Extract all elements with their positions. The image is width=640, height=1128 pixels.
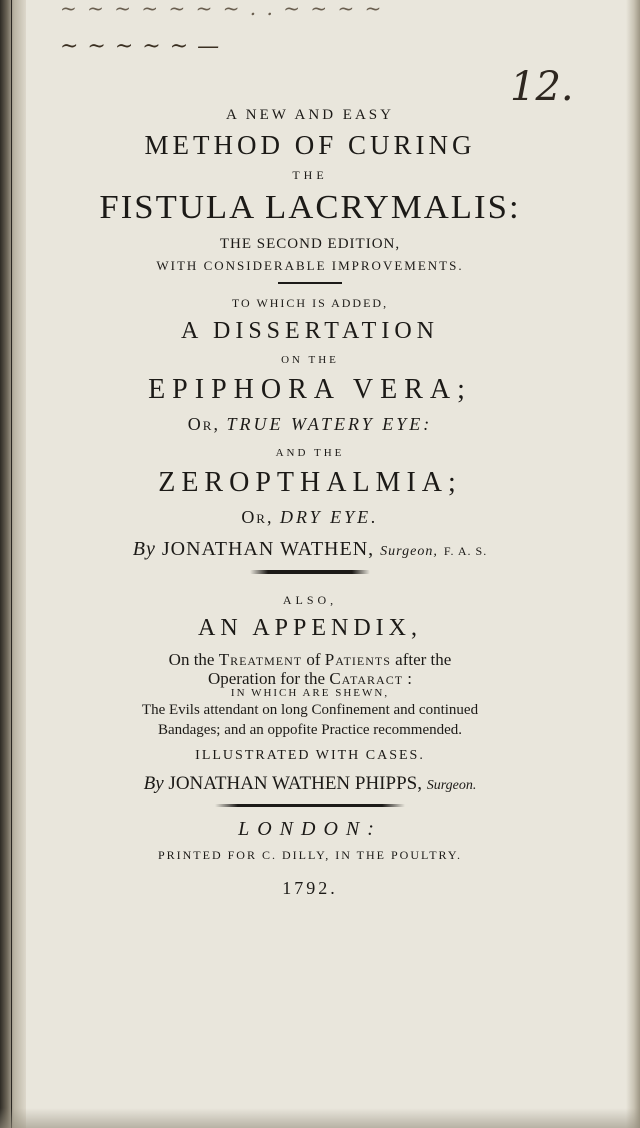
illustrated-line: ILLUSTRATED WITH CASES. xyxy=(195,748,425,763)
author-name: JONATHAN WATHEN PHIPPS, xyxy=(168,773,422,794)
author-name: JONATHAN WATHEN, xyxy=(161,538,375,560)
by-word: By xyxy=(143,773,164,794)
title-line-new-and-easy: A NEW AND EASY xyxy=(226,107,394,123)
thick-divider-rule xyxy=(250,570,370,574)
imprint-year: 1792. xyxy=(282,878,338,898)
on-the-line: ON THE xyxy=(281,354,339,366)
text-treatment: Treatment xyxy=(218,650,303,669)
page-right-edge xyxy=(626,0,640,1128)
text-operation-for: Operation for the xyxy=(207,669,326,688)
by-word: By xyxy=(132,538,156,560)
binding-fold-line xyxy=(11,0,12,1128)
author-role: Surgeon, xyxy=(380,544,438,559)
also-line: ALSO, xyxy=(282,593,338,607)
title-line-fistula: FISTULA LACRYMALIS: xyxy=(99,189,521,226)
author-fellowship: F. A. S. xyxy=(443,544,488,558)
text-cataract: Cataract xyxy=(329,669,404,688)
watery-eye-text: TRUE WATERY EYE: xyxy=(226,414,433,434)
or-word: Or, xyxy=(241,507,274,527)
imprint-city: LONDON: xyxy=(238,818,382,840)
text-on-the: On the xyxy=(168,650,215,669)
improvements-line: WITH CONSIDERABLE IMPROVEMENTS. xyxy=(156,258,464,273)
text-colon: : xyxy=(407,669,413,688)
text-of: of xyxy=(306,650,321,669)
handwritten-shelf-mark: 12. xyxy=(510,64,574,110)
dissertation-heading: A DISSERTATION xyxy=(181,318,439,344)
author-line-phipps xyxy=(100,774,520,793)
in-which-line: IN WHICH ARE SHEWN, xyxy=(230,687,390,699)
text-after-the: after the xyxy=(395,650,452,669)
dry-eye-line xyxy=(100,508,520,526)
to-which-added-line: TO WHICH IS ADDED, xyxy=(231,296,389,310)
title-line-the: THE xyxy=(292,168,328,182)
or-word: Or, xyxy=(187,414,220,434)
author-role: Surgeon. xyxy=(426,778,477,793)
handwritten-top-line: ~ ~ ~ ~ ~ ~ ~ . . ~ ~ ~ ~ xyxy=(60,0,384,20)
handwritten-left-note: ~ ~ ~ ~ ~ — xyxy=(60,34,221,59)
appendix-description xyxy=(100,650,520,688)
divider-rule xyxy=(278,282,342,284)
evils-line-1: The Evils attendant on long Confinement and continued xyxy=(141,702,479,718)
title-line-method: METHOD OF CURING xyxy=(144,130,476,160)
dry-eye-text: DRY EYE. xyxy=(279,507,379,527)
zeropthalmia-heading: ZEROPTHALMIA; xyxy=(158,467,462,498)
text-patients: Patients xyxy=(324,650,391,669)
and-the-line: AND THE xyxy=(275,447,345,459)
page-bottom-shadow xyxy=(0,1108,640,1128)
book-binding-edge xyxy=(0,0,26,1128)
watery-eye-line xyxy=(100,415,520,433)
edition-line: THE SECOND EDITION, xyxy=(219,236,401,252)
evils-line-2: Bandages; and an oppofite Practice recommended. xyxy=(157,722,463,738)
title-page xyxy=(100,96,520,897)
imprint-printer: PRINTED FOR C. DILLY, IN THE POULTRY. xyxy=(157,848,463,862)
epiphora-heading: EPIPHORA VERA; xyxy=(148,374,472,405)
appendix-heading: AN APPENDIX, xyxy=(197,615,422,641)
author-line-wathen xyxy=(100,539,520,559)
imprint-divider-rule xyxy=(215,804,405,807)
